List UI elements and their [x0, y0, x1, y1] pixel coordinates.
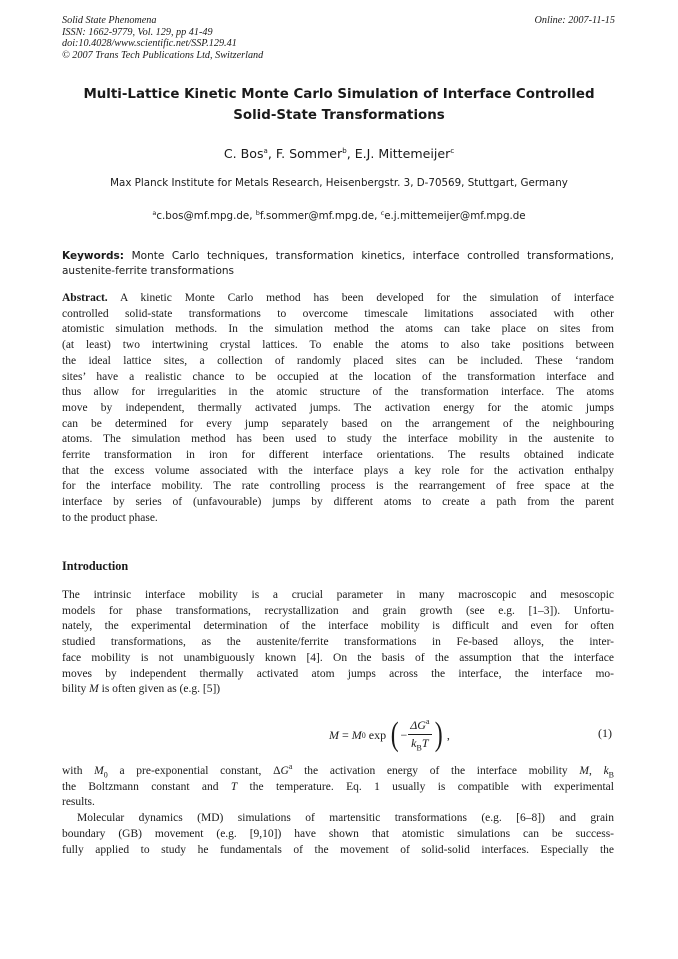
paper-title — [62, 84, 616, 126]
math-sub: B — [608, 770, 615, 780]
author-name: E.J. Mittemeijer — [354, 146, 451, 161]
text-run: bility — [62, 683, 90, 696]
math-var: M — [89, 683, 99, 696]
text-run: the activation energy of the interface mobility — [292, 765, 580, 777]
email-link[interactable]: f.sommer@mf.mpg.de — [259, 210, 375, 222]
left-paren-glyph: ( — [390, 716, 399, 753]
journal-name: Solid State Phenomena — [62, 15, 157, 26]
issn-line: ISSN: 1662-9779, Vol. 129, pp 41-49 — [62, 26, 213, 38]
copyright-line: © 2007 Trans Tech Publications Ltd, Switzerland — [62, 49, 264, 61]
math-var: G — [280, 765, 289, 777]
email-mark: c — [380, 209, 385, 217]
text-run: , — [588, 765, 604, 777]
eq-prefactor: M — [351, 727, 362, 742]
abstract-line: to the product phase. — [62, 511, 158, 524]
eq-lhs: M — [329, 727, 339, 742]
affiliation: Max Planck Institute for Metals Research, Heisenbergstr. 3, D-70569, Stuttgart, Germany — [110, 177, 568, 189]
body-line — [62, 764, 614, 780]
keywords-block — [62, 249, 614, 280]
eq-den-sub: B — [416, 743, 422, 753]
email-link[interactable]: c.bos@mf.mpg.de — [156, 210, 250, 222]
body-line: face mobility is not unambiguously known [4]. On the basis of the assumption that the interface — [62, 651, 614, 664]
text-run: with — [62, 765, 95, 777]
body-line: moves by independent thermally activated atom jumps across the interface, the interface mo- — [62, 667, 614, 680]
author-name: C. Bos — [223, 146, 264, 161]
abstract-line: atoms. The simulation method has been used to study the interface mobility in the austenite to — [62, 433, 614, 446]
eq-num-sup: a — [425, 717, 430, 727]
section-heading-introduction: Introduction — [62, 559, 129, 573]
text-run: Δ — [273, 765, 281, 777]
email-mark: a — [152, 209, 157, 217]
equation-1 — [62, 714, 614, 756]
email-separator: , — [249, 210, 256, 222]
abstract-line: controlled solid-state transformations to overcome timescale limitations associated with other — [62, 307, 614, 320]
abstract-line: for the interface mobility. The rate controlling process is the rearrangement of free space at the — [62, 480, 614, 493]
author-separator: , — [346, 146, 355, 161]
eq-fraction — [408, 714, 431, 755]
eq-num-var: ΔG — [410, 718, 426, 733]
eq-minus: − — [400, 727, 408, 742]
title-line-1: Multi-Lattice Kinetic Monte Carlo Simulation of Interface Controlled — [83, 87, 595, 102]
eq-prefactor-sub: 0 — [361, 730, 366, 740]
abstract-line: interface by series of (unfavourable) jumps by different atoms to create a path from the parent — [62, 496, 614, 509]
abstract-line: that the excess volume associated with the interface plays a key role for the activation enthalpy — [62, 464, 614, 477]
math-var: M — [94, 765, 104, 777]
text-run: a pre-exponential constant, — [107, 765, 274, 777]
keywords-label: Keywords: — [62, 250, 124, 262]
body-line: boundary (GB) movement (e.g. [9,10]) have shown that atomistic simulations can be success- — [62, 827, 614, 840]
body-line — [62, 682, 614, 698]
abstract-line: the ideal lattice sites, a collection of randomly placed sites can be included. These ‘random — [62, 354, 614, 367]
equation-number: (1) — [598, 726, 612, 740]
title-line-2: Solid-State Transformations — [233, 108, 445, 123]
abstract-line — [62, 291, 614, 307]
author-affil-mark: c — [450, 147, 455, 155]
abstract-line: (at least) two intertwining crystal lattices. To enable the atoms to also take positions between — [62, 339, 614, 352]
abstract-line: atomistic simulation methods. In the simulation method the atoms can take place on sites from — [62, 323, 614, 336]
eq-tail: , — [443, 727, 450, 742]
intro-after-equation — [62, 764, 614, 858]
author-name: F. Sommer — [275, 146, 343, 161]
eq-denominator — [411, 735, 428, 755]
email-mark: b — [255, 209, 260, 217]
text-run: the temperature. Eq. 1 usually is compatible with experimental — [237, 780, 614, 793]
author-list — [62, 146, 616, 162]
abstract-line: ferrite transformation in iron for different interface orientations. The results obtained indicate — [62, 449, 614, 462]
email-separator: , — [374, 210, 381, 222]
keywords-line — [62, 249, 614, 264]
text-run: is often given as (e.g. [5]) — [98, 683, 221, 696]
author-affil-mark: b — [342, 147, 347, 155]
body-line: studied transformations, as the austenite/ferrite transformations in Fe-based alloys, the inter- — [62, 636, 614, 649]
email-list — [62, 209, 616, 223]
math-var: M — [579, 765, 589, 777]
abstract-text: A kinetic Monte Carlo method has been developed for the simulation of interface — [107, 292, 614, 304]
eq-den-var: k — [411, 736, 417, 751]
eq-func: exp — [365, 727, 390, 742]
eq-numerator — [408, 714, 431, 735]
body-line: The intrinsic interface mobility is a crucial parameter in many macroscopic and mesoscopic — [62, 589, 614, 601]
eq-den-var2: T — [421, 736, 429, 751]
doi-line: doi:10.4028/www.scientific.net/SSP.129.41 — [62, 38, 237, 50]
text-run: the Boltzmann constant and — [62, 780, 231, 793]
journal-header — [62, 15, 482, 61]
online-date: Online: 2007-11-15 — [534, 15, 615, 26]
eq-equals: = — [339, 727, 352, 742]
abstract-line: can be determined for every jump separately based on the arrangement of the neighbouring — [62, 417, 614, 430]
equation-body — [329, 714, 450, 756]
abstract-label: Abstract. — [62, 292, 108, 304]
math-sup: a — [288, 762, 293, 772]
abstract-line: sites’ have a realistic chance to be occupied at the location of the transformation interface and — [62, 370, 614, 383]
abstract-line: thus allow for irregularities in the atomic structure of the transformation interface. The atoms — [62, 386, 614, 399]
abstract — [62, 291, 614, 527]
author-affil-mark: a — [263, 147, 268, 155]
math-var: T — [230, 780, 238, 793]
body-line: fully applied to study he fundamentals of the movement of solid-solid interfaces. Especially the — [62, 843, 614, 856]
body-line: models for phase transformations, recrystallization and grain growth (see e.g. [1–3]). Unfortu- — [62, 604, 614, 617]
math-sub: 0 — [103, 770, 108, 780]
author-separator: , — [267, 146, 276, 161]
body-line: nately, the experimental determination of the interface mobility is difficult and even for often — [62, 620, 614, 633]
keywords-line: austenite-ferrite transformations — [62, 265, 235, 278]
keywords-text: Monte Carlo techniques, transformation kinetics, interface controlled transformations, — [123, 250, 614, 262]
body-line: results. — [62, 796, 95, 809]
body-line — [62, 780, 614, 796]
body-line: Molecular dynamics (MD) simulations of martensitic transformations (e.g. [6–8]) and grain — [77, 812, 614, 825]
abstract-line: move by independent, thermally activated jumps. The activation energy for the atomic jumps — [62, 401, 614, 414]
intro-paragraph-1 — [62, 588, 614, 698]
email-link[interactable]: e.j.mittemeijer@mf.mpg.de — [384, 210, 526, 222]
right-paren-glyph: ) — [434, 716, 443, 753]
math-var: k — [603, 765, 609, 777]
